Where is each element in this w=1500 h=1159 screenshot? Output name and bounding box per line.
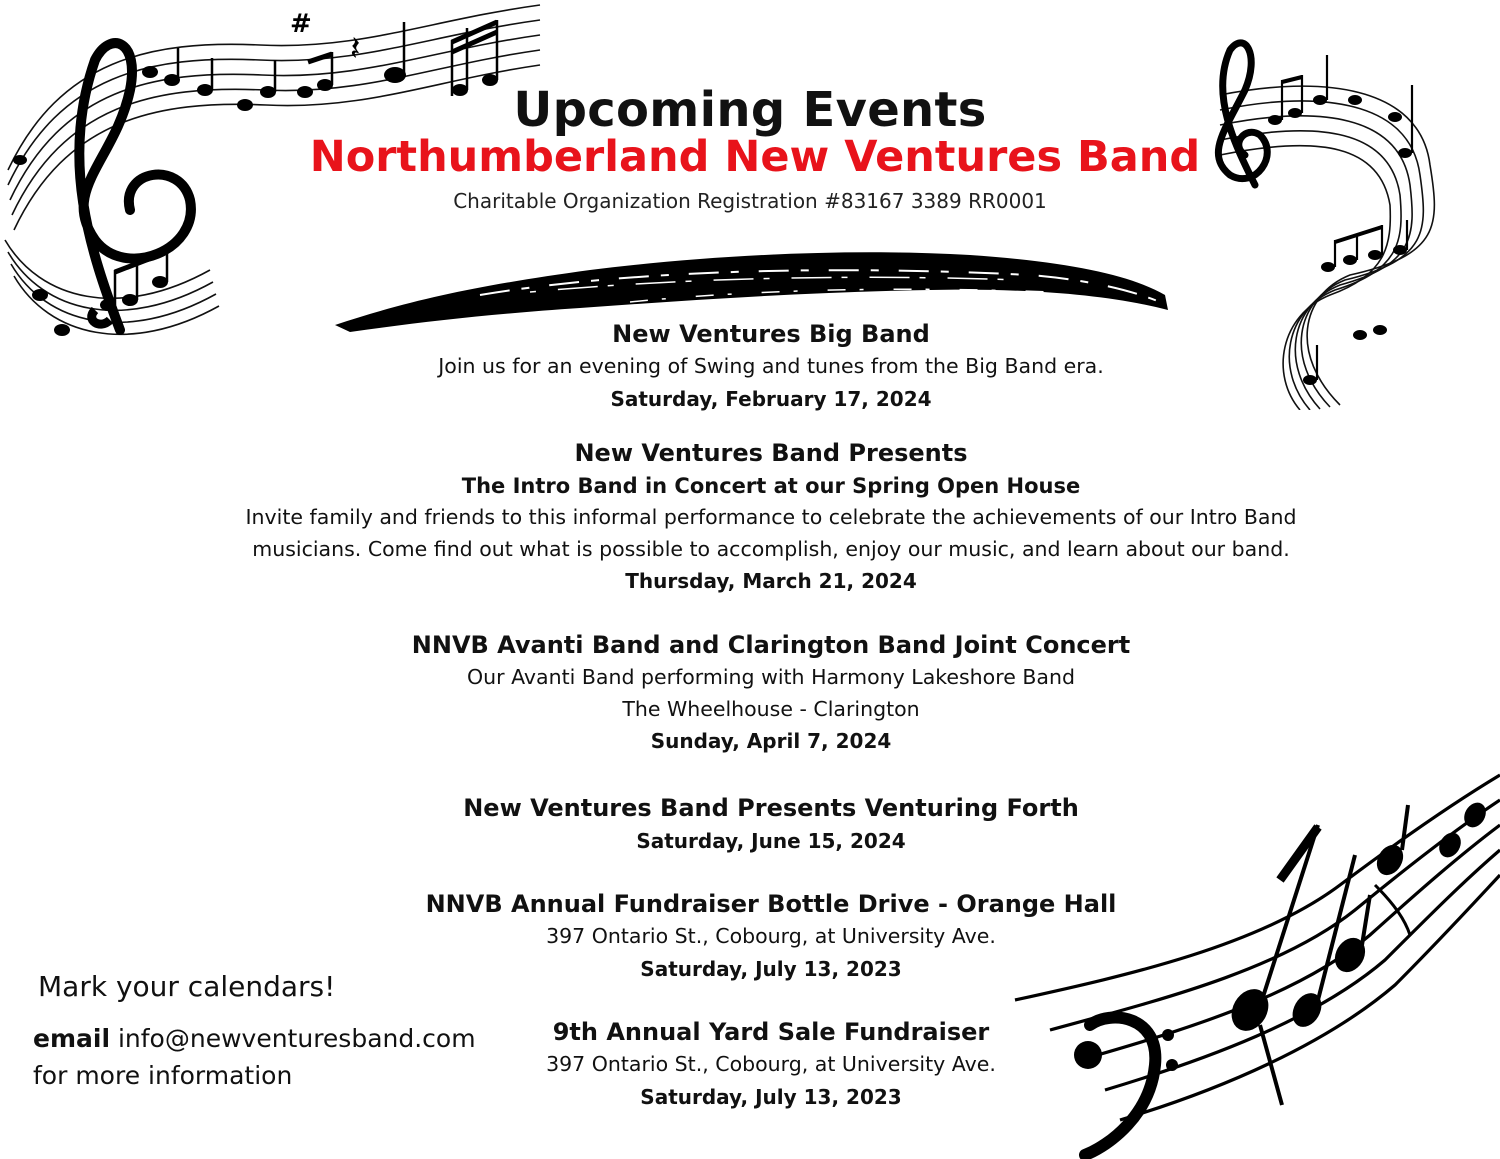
more-info-text: for more information [33,1061,293,1090]
email-line [33,1020,476,1057]
svg-text:#: # [290,9,312,39]
event-description: musicians. Come find out what is possible to accomplish, enjoy our music, and learn about our band. [252,536,1290,561]
event-date: Thursday, March 21, 2024 [625,569,917,593]
email-label: email [33,1024,111,1053]
event-avanti-clarington-concert [21,628,1500,757]
event-title: 9th Annual Yard Sale Fundraiser [552,1018,990,1046]
event-intro-band-open-house [21,436,1500,597]
event-description: Our Avanti Band performing with Harmony Lakeshore Band [467,665,1075,689]
event-venue: The Wheelhouse - Clarington [622,696,920,721]
event-big-band [21,317,1500,415]
svg-text:𝄽: 𝄽 [350,29,361,69]
event-title: NNVB Avanti Band and Clarington Band Joint Concert [411,631,1131,659]
event-date: Sunday, April 7, 2024 [650,729,892,753]
event-title: New Ventures Band Presents [574,439,968,467]
event-title: NNVB Annual Fundraiser Bottle Drive - Orange Hall [425,890,1117,918]
event-date: Saturday, February 17, 2024 [610,386,932,411]
event-description: Join us for an evening of Swing and tunes from the Big Band era. [438,354,1104,378]
event-title: New Ventures Big Band [612,320,930,348]
band-name: Northumberland New Ventures Band [309,132,1201,182]
event-date: Saturday, June 15, 2024 [636,829,906,853]
event-description: Invite family and friends to this informal performance to celebrate the achievements of our Intro Band [245,505,1297,529]
event-venturing-forth [21,791,1500,857]
event-date: Saturday, July 13, 2023 [640,956,902,981]
event-title: New Ventures Band Presents Venturing Forth [463,794,1079,822]
mark-calendars-note: Mark your calendars! [38,970,336,1003]
event-subtitle: The Intro Band in Concert at our Spring Open House [461,474,1081,498]
event-address: 397 Ontario St., Cobourg, at University Ave. [546,924,996,948]
event-address: 397 Ontario St., Cobourg, at University Ave. [546,1052,996,1076]
contact-info [33,1020,476,1094]
event-date: Saturday, July 13, 2023 [640,1084,902,1109]
email-link[interactable]: info@newventuresband.com [117,1024,476,1053]
page-title: Upcoming Events [513,82,987,138]
registration-number: Charitable Organization Registration #83167 3389 RR0001 [453,189,1047,213]
